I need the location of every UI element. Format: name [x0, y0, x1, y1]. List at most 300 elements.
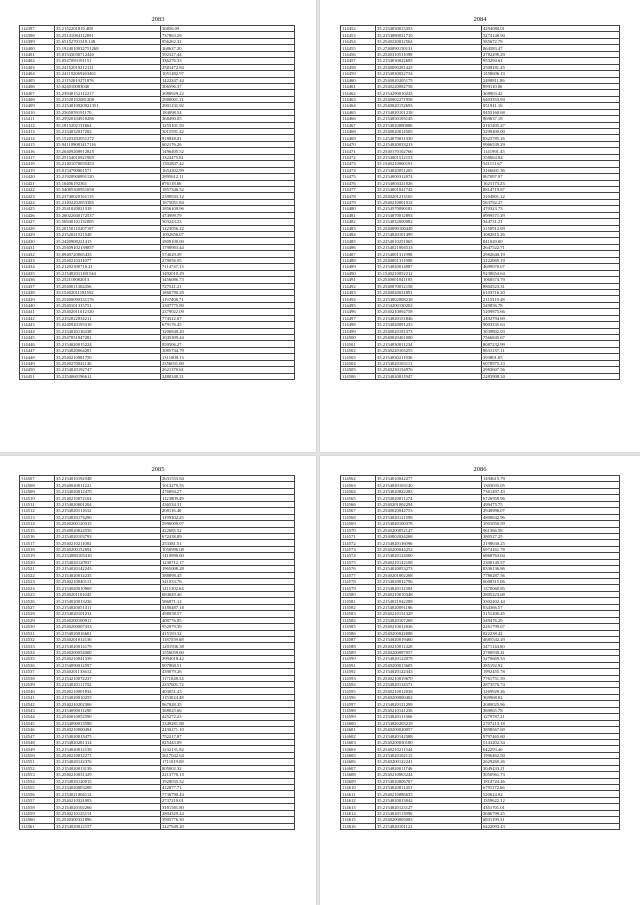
row-value-cell: 2707213.18 [482, 720, 620, 726]
row-key-cell: 35.2154080103410 [55, 553, 161, 559]
row-id-cell: 114401 [20, 51, 55, 57]
row-id-cell: 114471 [341, 148, 376, 154]
row-value-cell: 7780287.56 [482, 572, 620, 578]
row-key-cell: 35.2152022034211 [55, 315, 161, 321]
row-value-cell: 503243.23 [161, 219, 295, 225]
row-key-cell: 35.2154021042289 [376, 598, 482, 604]
row-value-cell: 3898567.69 [482, 727, 620, 733]
row-value-cell: 1082815.26 [482, 232, 620, 238]
row-key-cell: 35.2540201101045 [55, 591, 161, 597]
row-id-cell: 114411 [20, 116, 55, 122]
row-value-cell: 1307775.80 [161, 302, 295, 308]
row-key-cell: 35.252110082013 [55, 277, 161, 283]
row-id-cell: 114613 [341, 804, 376, 810]
row-id-cell: 114489 [341, 264, 376, 270]
row-id-cell: 114606 [341, 759, 376, 765]
row-key-cell: 35.2540200122241 [376, 759, 482, 765]
row-key-cell: 35.2154020122079 [376, 656, 482, 662]
row-value-cell: 1711019.08 [161, 759, 295, 765]
row-key-cell: 35.2540200152694 [55, 546, 161, 552]
row-key-cell: 35.2540210012036 [376, 624, 482, 630]
row-value-cell: 422685.52 [161, 527, 295, 533]
row-value-cell: 952979.39 [161, 624, 295, 630]
row-key-cell: 35.2154020015224 [55, 341, 161, 347]
row-id-cell: 114515 [20, 527, 55, 533]
row-value-cell: 1013279.55 [161, 482, 295, 488]
row-id-cell: 114462 [341, 90, 376, 96]
row-value-cell: 6608315.66 [482, 579, 620, 585]
row-key-cell: 35.2154020102115 [376, 752, 482, 758]
row-key-cell: 35.2154020116096 [376, 540, 482, 546]
row-id-cell: 114415 [20, 141, 55, 147]
row-id-cell: 114417 [20, 154, 55, 160]
row-id-cell: 114496 [341, 309, 376, 315]
row-key-cell: 35.2540310511098 [376, 51, 482, 57]
row-value-cell: 1050996.08 [161, 546, 295, 552]
row-id-cell: 114517 [20, 540, 55, 546]
row-key-cell: 35.2540200044252 [376, 546, 482, 552]
row-key-cell: 35.2540020152693 [376, 103, 482, 109]
row-key-cell: 35.1924010032751268 [55, 45, 161, 51]
row-value-cell: 4699070.07 [482, 264, 620, 270]
row-value-cell: 253381.51 [161, 540, 295, 546]
row-value-cell: 859506.27 [161, 341, 295, 347]
row-key-cell: 35.2154020120015 [55, 778, 161, 784]
row-id-cell: 114587 [341, 636, 376, 642]
row-value-cell: 2873576.74 [482, 682, 620, 688]
row-key-cell: 35.2540011302456 [55, 283, 161, 289]
row-key-cell: 35.2540001311998 [376, 257, 482, 263]
row-id-cell: 114406 [20, 83, 55, 89]
row-id-cell: 114400 [20, 45, 55, 51]
row-key-cell: 35.2154020013236 [55, 598, 161, 604]
row-id-cell: 114449 [20, 360, 55, 366]
row-id-cell: 114534 [20, 649, 55, 655]
row-id-cell: 114468 [341, 129, 376, 135]
row-key-cell: 35.2154020101121 [376, 823, 482, 829]
row-key-cell: 35.2540200030180 [376, 739, 482, 745]
row-key-cell: 35.2540010052590 [55, 714, 161, 720]
row-value-cell: 5209875.66 [482, 309, 620, 315]
row-key-cell: 35.1540210052212 [376, 270, 482, 276]
row-id-cell: 114477 [341, 186, 376, 192]
row-key-cell: 35.2154020142588 [376, 733, 482, 739]
row-key-cell: 35.2154020142243 [55, 566, 161, 572]
row-id-cell: 114433 [20, 257, 55, 263]
page-title: 2084 [473, 16, 487, 23]
row-value-cell: 1965008.28 [161, 566, 295, 572]
row-value-cell: 1422347.44 [161, 77, 295, 83]
row-value-cell: 1929035.32 [161, 778, 295, 784]
row-id-cell: 114453 [341, 32, 376, 38]
row-value-cell: 476894.27 [161, 488, 295, 494]
row-key-cell: 35.2540210012271 [55, 752, 161, 758]
row-id-cell: 114532 [20, 636, 55, 642]
row-key-cell: 35.2540090100449 [376, 225, 482, 231]
row-value-cell: 1199302.25 [161, 514, 295, 520]
row-value-cell: 592327.44 [161, 51, 295, 57]
row-id-cell: 114447 [20, 347, 55, 353]
row-key-cell: 35.2154020102266 [55, 804, 161, 810]
row-id-cell: 114510 [20, 495, 55, 501]
row-value-cell: 1410890.60 [161, 553, 295, 559]
row-key-cell: 35.2154060196611 [55, 373, 161, 379]
row-id-cell: 114524 [20, 585, 55, 591]
row-value-cell: 3180487.18 [161, 604, 295, 610]
row-value-cell: 585672.79 [482, 38, 620, 44]
row-key-cell: 35.2540020042753 [376, 508, 482, 514]
row-value-cell: 3270669.33 [482, 656, 620, 662]
row-value-cell: 7361497.43 [482, 488, 620, 494]
row-id-cell: 114483 [341, 225, 376, 231]
row-key-cell: 35.0547093191151 [55, 58, 161, 64]
row-value-cell: 1654302.99 [161, 167, 295, 173]
row-key-cell: 35.2154020006707 [376, 778, 482, 784]
row-key-cell: 35.2154020010969 [55, 585, 161, 591]
row-value-cell: 642293.46 [482, 746, 620, 752]
row-key-cell: 35.23940152112217 [55, 90, 161, 96]
row-value-cell: 1856109.96 [161, 206, 295, 212]
row-value-cell: 1232131.82 [161, 746, 295, 752]
row-id-cell: 114533 [20, 643, 55, 649]
row-key-cell: 35.2154020151846 [376, 315, 482, 321]
row-id-cell: 114440 [20, 302, 55, 308]
row-id-cell: 114478 [341, 193, 376, 199]
row-key-cell: 35.2154001512153 [376, 154, 482, 160]
row-value-cell: 3686799.25 [482, 810, 620, 816]
row-id-cell: 114555 [20, 785, 55, 791]
row-id-cell: 114614 [341, 810, 376, 816]
row-key-cell: 35.16406192361 [55, 180, 161, 186]
row-key-cell: 35.2154020013042 [376, 797, 482, 803]
row-value-cell: 1222669.19 [482, 257, 620, 263]
row-value-cell: 961366.58 [482, 527, 620, 533]
row-key-cell: 35.2154020019460 [376, 636, 482, 642]
row-key-cell: 35.2154020114371 [376, 682, 482, 688]
row-value-cell: 2782299.29 [482, 51, 620, 57]
row-key-cell: 35.2540200054000 [55, 649, 161, 655]
row-id-cell: 114402 [20, 58, 55, 64]
row-id-cell: 114527 [20, 604, 55, 610]
row-value-cell: 498958.57 [161, 611, 295, 617]
row-id-cell: 114604 [341, 746, 376, 752]
row-value-cell: 822238.42 [482, 630, 620, 636]
row-id-cell: 114418 [20, 161, 55, 167]
row-id-cell: 114495 [341, 302, 376, 308]
row-id-cell: 114579 [341, 585, 376, 591]
row-value-cell: 549856.78 [482, 302, 620, 308]
row-id-cell: 114610 [341, 785, 376, 791]
table-row [341, 373, 620, 379]
row-id-cell: 114547 [20, 733, 55, 739]
row-id-cell: 114556 [20, 791, 55, 797]
table-row [20, 823, 295, 829]
row-id-cell: 114576 [341, 566, 376, 572]
row-value-cell: 2261799.67 [482, 624, 620, 630]
row-id-cell: 114431 [20, 244, 55, 250]
row-id-cell: 114539 [20, 682, 55, 688]
row-id-cell: 114591 [341, 662, 376, 668]
row-value-cell: 2283908.34 [482, 373, 620, 379]
row-value-cell: 7114747.13 [161, 264, 295, 270]
row-id-cell: 114405 [20, 77, 55, 83]
row-key-cell: 35.2540200000402 [376, 694, 482, 700]
row-value-cell: 1223056.22 [161, 225, 295, 231]
row-key-cell: 35.2154020011451 [376, 785, 482, 791]
row-key-cell: 35.2540002034268 [376, 533, 482, 539]
row-id-cell: 114558 [20, 804, 55, 810]
row-value-cell: 369968.02 [482, 694, 620, 700]
row-id-cell: 114457 [341, 58, 376, 64]
row-id-cell: 114420 [20, 174, 55, 180]
row-id-cell: 114573 [341, 546, 376, 552]
row-value-cell: 2115319.48 [482, 296, 620, 302]
row-id-cell: 114590 [341, 656, 376, 662]
row-id-cell: 114569 [341, 521, 376, 527]
row-key-cell: 35.2154020122376 [55, 759, 161, 765]
row-id-cell: 114455 [341, 45, 376, 51]
row-key-cell: 35.2540210012038 [376, 688, 482, 694]
row-key-cell: 35.2154020113996 [376, 810, 482, 816]
row-value-cell: 1085734.79 [161, 347, 295, 353]
row-id-cell: 114616 [341, 823, 376, 829]
row-value-cell: 9966539.29 [482, 141, 620, 147]
row-id-cell: 114413 [20, 129, 55, 135]
row-value-cell: 3151200.45 [482, 611, 620, 617]
row-id-cell: 114425 [20, 206, 55, 212]
row-value-cell: 2940996.07 [482, 508, 620, 514]
row-value-cell: 436534.31 [161, 501, 295, 507]
row-key-cell: 35.1815202131664 [55, 122, 161, 128]
row-id-cell: 114409 [20, 103, 55, 109]
row-key-cell: 35.2154020192747 [55, 367, 161, 373]
row-id-cell: 114552 [20, 765, 55, 771]
data-table [340, 475, 620, 830]
row-value-cell: 2492794.69 [482, 315, 620, 321]
row-id-cell: 114424 [20, 199, 55, 205]
row-id-cell: 114599 [341, 714, 376, 720]
row-id-cell: 114448 [20, 354, 55, 360]
row-value-cell: 2088929.22 [161, 90, 295, 96]
row-id-cell: 114499 [341, 328, 376, 334]
row-key-cell: 35.2540230154976 [376, 367, 482, 373]
page-title: 2086 [473, 466, 487, 473]
row-value-cell: 36856.09 [161, 26, 295, 32]
row-value-cell: 679176.45 [161, 322, 295, 328]
row-id-cell: 114414 [20, 135, 55, 141]
row-id-cell: 114607 [341, 765, 376, 771]
row-id-cell: 114603 [341, 739, 376, 745]
row-value-cell: 1206840.20 [161, 328, 295, 334]
row-id-cell: 114572 [341, 540, 376, 546]
row-id-cell: 114479 [341, 199, 376, 205]
row-key-cell: 35.25141084112091 [55, 32, 161, 38]
row-key-cell: 35.2154020203219 [376, 720, 482, 726]
row-value-cell: 385192.92 [482, 662, 620, 668]
row-id-cell: 114557 [20, 797, 55, 803]
row-id-cell: 114566 [341, 501, 376, 507]
row-key-cell: 35.2540200013605 [376, 662, 482, 668]
row-value-cell: 8631137.11 [482, 347, 620, 353]
row-key-cell: 35.2154030011234 [376, 341, 482, 347]
row-id-cell: 114597 [341, 701, 376, 707]
row-value-cell: 4351701.01 [482, 804, 620, 810]
row-value-cell: 3471144.60 [482, 643, 620, 649]
row-value-cell: 1809100.69 [161, 238, 295, 244]
row-id-cell: 114485 [341, 238, 376, 244]
row-value-cell: 1227949.20 [161, 823, 295, 829]
row-value-cell: 727541.21 [161, 283, 295, 289]
row-value-cell: 1303035.05 [482, 482, 620, 488]
row-id-cell: 114598 [341, 707, 376, 713]
data-table [340, 25, 620, 380]
row-key-cell: 35.2154030015353 [376, 26, 482, 32]
row-key-cell: 35.2540200100911 [55, 617, 161, 623]
row-id-cell: 114423 [20, 193, 55, 199]
row-id-cell: 114480 [341, 206, 376, 212]
row-key-cell: 35.65152701319.148 [55, 38, 161, 44]
row-value-cell: 1494615.79 [482, 476, 620, 482]
row-key-cell: 35.215402011181544 [55, 270, 161, 276]
row-key-cell: 35.2540210001834 [55, 688, 161, 694]
row-id-cell: 114437 [20, 283, 55, 289]
row-key-cell: 35.2154020116438 [55, 328, 161, 334]
row-key-cell: 35.2154020111702 [55, 682, 161, 688]
row-key-cell: 35.0940720065435 [55, 251, 161, 257]
row-key-cell: 35.2154030032734 [376, 71, 482, 77]
row-id-cell: 114460 [341, 77, 376, 83]
row-id-cell: 114490 [341, 270, 376, 276]
row-id-cell: 114461 [341, 83, 376, 89]
row-key-cell: 35.2154570090181 [376, 206, 482, 212]
row-value-cell: 1496405.52 [161, 148, 295, 154]
row-id-cell: 114511 [20, 501, 55, 507]
row-id-cell: 114456 [341, 51, 376, 57]
row-key-cell: 35.2154210072237 [55, 675, 161, 681]
row-id-cell: 114408 [20, 96, 55, 102]
row-key-cell: 35.2540020011221 [55, 482, 161, 488]
row-key-cell: 35.2154020013139 [55, 765, 161, 771]
row-key-cell: 35.2540070012158 [376, 283, 482, 289]
row-key-cell: 35.21152019271876 [55, 77, 161, 83]
row-value-cell: 1370060.85 [482, 585, 620, 591]
row-id-cell: 114584 [341, 617, 376, 623]
row-id-cell: 114432 [20, 251, 55, 257]
row-id-cell: 114596 [341, 694, 376, 700]
row-id-cell: 114567 [341, 508, 376, 514]
row-key-cell: 35.2154010192548 [55, 476, 161, 482]
row-value-cell: 358664.84 [482, 154, 620, 160]
row-key-cell: 35.2154020101499 [376, 232, 482, 238]
row-key-cell: 35.2154020121599 [376, 514, 482, 520]
row-id-cell: 114602 [341, 733, 376, 739]
row-id-cell: 114564 [341, 488, 376, 494]
row-id-cell: 114531 [20, 630, 55, 636]
row-value-cell: 1211302.64 [161, 585, 295, 591]
row-value-cell: 956262.32 [161, 38, 295, 44]
row-value-cell: 1051482.97 [161, 71, 295, 77]
row-key-cell: 35.54085300951658 [55, 186, 161, 192]
row-id-cell: 114536 [20, 662, 55, 668]
row-id-cell: 114516 [20, 533, 55, 539]
row-key-cell: 35.2540210131329 [376, 611, 482, 617]
row-key-cell: 35.2547051047281 [55, 335, 161, 341]
row-value-cell: 422877.71 [161, 785, 295, 791]
row-key-cell: 35.2154020012235 [55, 572, 161, 578]
row-id-cell: 114535 [20, 656, 55, 662]
row-id-cell: 114609 [341, 778, 376, 784]
row-id-cell: 114397 [20, 26, 55, 32]
row-id-cell: 114501 [341, 341, 376, 347]
row-key-cell: 35.2540220082758 [376, 83, 482, 89]
row-id-cell: 114446 [20, 341, 55, 347]
row-key-cell: 35.2540002271958 [376, 96, 482, 102]
row-value-cell: 9455160.68 [482, 109, 620, 115]
row-value-cell: 9003335.63 [482, 322, 620, 328]
row-value-cell: 3015591.42 [161, 129, 295, 135]
row-id-cell: 114430 [20, 238, 55, 244]
row-value-cell: 1197408.71 [161, 296, 295, 302]
row-id-cell: 114601 [341, 727, 376, 733]
row-key-cell: 35.2154020012139 [55, 746, 161, 752]
row-id-cell: 114436 [20, 277, 55, 283]
row-id-cell: 114444 [20, 328, 55, 334]
row-key-cell: 35.21402202053385 [55, 199, 161, 205]
row-value-cell: 574029.39 [161, 251, 295, 257]
row-key-cell: 35.2540270041146 [55, 360, 161, 366]
row-key-cell: 35.2540210125114 [55, 810, 161, 816]
row-id-cell: 114412 [20, 122, 55, 128]
row-key-cell: 35.2540200087057 [376, 649, 482, 655]
row-value-cell: 2629269.26 [482, 759, 620, 765]
row-key-cell: 35.2420908221415 [55, 238, 161, 244]
row-value-cell: 4800642.96 [482, 514, 620, 520]
row-value-cell: 2490811.86 [482, 77, 620, 83]
row-value-cell: 2647522.71 [482, 244, 620, 250]
row-id-cell: 114526 [20, 598, 55, 604]
row-key-cell: 35.2154001311998 [376, 251, 482, 257]
row-value-cell: 1349281.88 [161, 720, 295, 726]
row-key-cell: 35.941109081417116 [55, 141, 161, 147]
row-key-cell: 35.2154020120937 [55, 559, 161, 565]
row-id-cell: 114475 [341, 174, 376, 180]
row-key-cell: 35.2154020012796 [376, 579, 482, 585]
row-id-cell: 114541 [20, 694, 55, 700]
row-key-cell: 35.2152021521548 [55, 232, 161, 238]
row-value-cell: 3274146.90 [482, 32, 620, 38]
row-id-cell: 114443 [20, 322, 55, 328]
row-value-cell: 3166601.36 [482, 167, 620, 173]
row-value-cell: 1456086.73 [161, 277, 295, 283]
row-value-cell: 1045309.44 [161, 335, 295, 341]
row-key-cell: 35.2540020401000 [376, 335, 482, 341]
row-id-cell: 114565 [341, 495, 376, 501]
row-value-cell: 208116.40 [161, 508, 295, 514]
row-id-cell: 114466 [341, 116, 376, 122]
row-value-cell: 2161405.47 [482, 122, 620, 128]
row-id-cell: 114550 [20, 752, 55, 758]
row-value-cell: 474999.79 [161, 212, 295, 218]
row-key-cell: 35.2154020103793 [55, 533, 161, 539]
row-value-cell: 2337601.72 [161, 682, 295, 688]
row-key-cell: 35.2540210321003 [55, 797, 161, 803]
table-row [341, 823, 620, 829]
row-key-cell: 35.0154790861571 [55, 167, 161, 173]
row-value-cell: 9797465.60 [482, 733, 620, 739]
table-row [20, 373, 295, 379]
row-key-cell: 35.01543030712440 [55, 51, 161, 57]
row-id-cell: 114589 [341, 649, 376, 655]
